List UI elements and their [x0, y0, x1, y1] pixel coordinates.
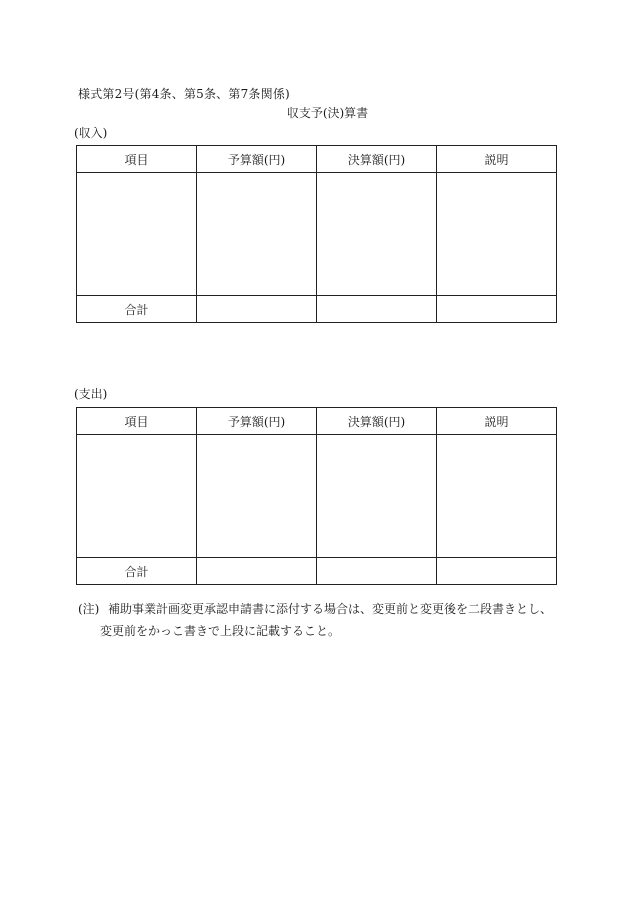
note [78, 598, 568, 642]
form-number: 様式第2号(第4条、第5条、第7条関係) [78, 87, 290, 101]
note-text-1: 補助事業計画変更承認申請書に添付する場合は、変更前と変更後を二段書きとし、 [108, 602, 553, 616]
income-col-budget: 予算額(円) [197, 146, 317, 173]
income-col-item: 項目 [77, 146, 197, 173]
note-text-2: 変更前をかっこ書きで上段に記載すること。 [100, 624, 341, 638]
income-total-row [77, 296, 557, 323]
income-header-row [77, 146, 557, 173]
note-line-1 [78, 598, 568, 620]
expense-total-budget [197, 558, 317, 585]
expense-header-row [77, 408, 557, 435]
expense-settlement-cell [317, 435, 437, 558]
income-total-settlement [317, 296, 437, 323]
income-total-budget [197, 296, 317, 323]
income-col-settlement: 決算額(円) [317, 146, 437, 173]
income-description-cell [437, 173, 557, 296]
expense-description-cell [437, 435, 557, 558]
expense-col-settlement: 決算額(円) [317, 408, 437, 435]
expense-col-budget: 予算額(円) [197, 408, 317, 435]
income-col-description: 説明 [437, 146, 557, 173]
expense-total-settlement [317, 558, 437, 585]
income-total-label: 合計 [77, 296, 197, 323]
expense-label: (支出) [74, 387, 108, 401]
note-mark: (注) [78, 602, 100, 616]
income-table [76, 145, 557, 323]
income-settlement-cell [317, 173, 437, 296]
income-item-cell [77, 173, 197, 296]
expense-total-description [437, 558, 557, 585]
income-label: (収入) [74, 126, 108, 140]
income-total-description [437, 296, 557, 323]
income-body-row [77, 173, 557, 296]
expense-col-item: 項目 [77, 408, 197, 435]
note-line-2 [78, 620, 568, 642]
document-title: 収支予(決)算書 [286, 106, 369, 120]
expense-budget-cell [197, 435, 317, 558]
expense-total-label: 合計 [77, 558, 197, 585]
expense-total-row [77, 558, 557, 585]
expense-item-cell [77, 435, 197, 558]
expense-col-description: 説明 [437, 408, 557, 435]
income-budget-cell [197, 173, 317, 296]
expense-body-row [77, 435, 557, 558]
expense-table [76, 407, 557, 585]
document-title-row [0, 104, 630, 121]
